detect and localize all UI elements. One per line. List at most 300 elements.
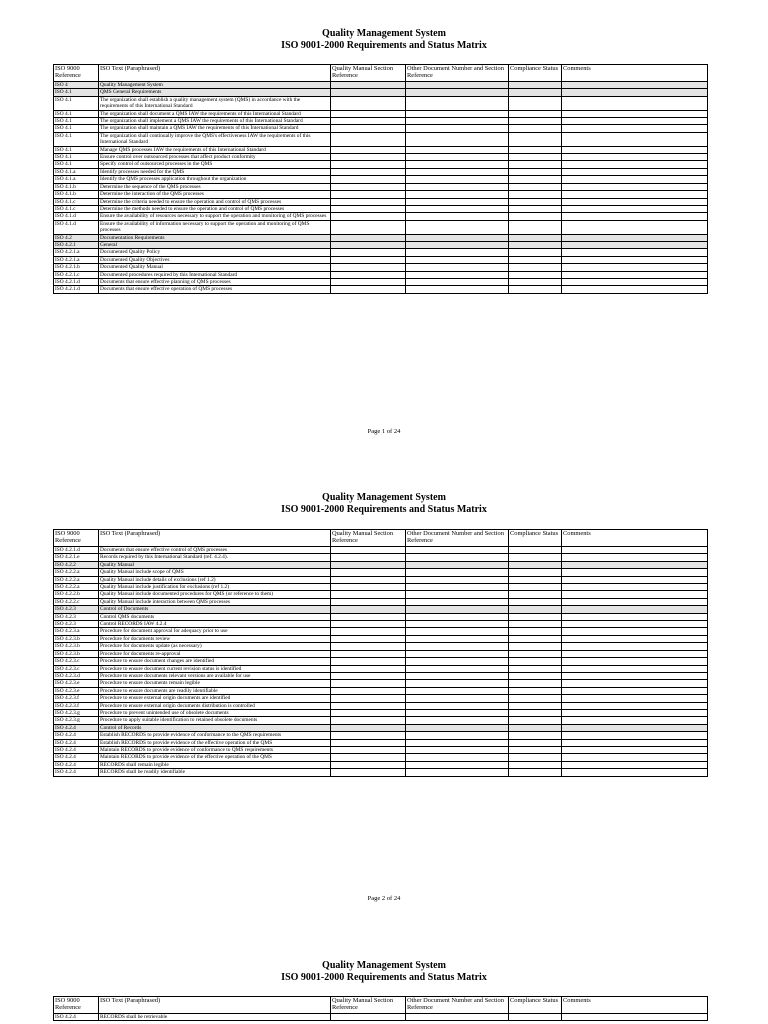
compliance-cell[interactable] [509,241,562,248]
comments-cell[interactable] [562,213,708,220]
ref-cell: ISO 4.2.1 [54,241,99,248]
compliance-cell[interactable] [509,220,562,234]
compliance-cell[interactable] [509,213,562,220]
comments-cell[interactable] [562,665,708,672]
ref-cell: ISO 4.1 [54,118,99,125]
ref-cell: ISO 4.1.b [54,183,99,190]
manual-ref-cell[interactable] [331,643,406,650]
compliance-cell[interactable] [509,606,562,613]
comments-cell[interactable] [562,234,708,241]
other-doc-cell[interactable] [406,154,509,161]
compliance-cell[interactable] [509,554,562,561]
page-number-2: Page 2 of 24 [367,895,401,902]
other-doc-cell[interactable] [406,249,509,256]
header-compliance: Compliance Status [509,65,562,82]
compliance-cell[interactable] [509,621,562,628]
compliance-cell[interactable] [509,746,562,753]
other-doc-cell[interactable] [406,672,509,679]
manual-ref-cell[interactable] [331,264,406,271]
comments-cell[interactable] [562,695,708,702]
ref-cell: ISO 4.2.3.b [54,635,99,642]
compliance-cell[interactable] [509,271,562,278]
comments-cell[interactable] [562,89,708,96]
comments-cell[interactable] [562,118,708,125]
iso-text-cell: RECORDS shall be readily identifiable [99,769,331,776]
table-row [54,154,708,161]
manual-ref-cell[interactable] [331,198,406,205]
comments-cell[interactable] [562,650,708,657]
other-doc-cell[interactable] [406,561,509,568]
manual-ref-cell[interactable] [331,584,406,591]
comments-cell[interactable] [562,96,708,110]
other-doc-cell[interactable] [406,613,509,620]
table-row [54,132,708,146]
compliance-cell[interactable] [509,132,562,146]
ref-cell: ISO 4.2.2.a [54,576,99,583]
manual-ref-cell[interactable] [331,183,406,190]
compliance-cell[interactable] [509,695,562,702]
manual-ref-cell[interactable] [331,665,406,672]
header-manual-ref: Quality Manual Section Reference [331,530,406,547]
compliance-cell[interactable] [509,658,562,665]
other-doc-cell[interactable] [406,658,509,665]
manual-ref-cell[interactable] [331,732,406,739]
compliance-cell[interactable] [509,739,562,746]
other-doc-cell[interactable] [406,702,509,709]
comments-cell[interactable] [562,606,708,613]
other-doc-cell[interactable] [406,769,509,776]
compliance-cell[interactable] [509,183,562,190]
table-row [54,256,708,263]
compliance-cell[interactable] [509,125,562,132]
other-doc-cell[interactable] [406,584,509,591]
manual-ref-cell[interactable] [331,724,406,731]
table-row [54,198,708,205]
manual-ref-cell[interactable] [331,132,406,146]
comments-cell[interactable] [562,613,708,620]
doc-title-1: Quality Management System [322,492,446,503]
comments-cell[interactable] [562,739,708,746]
manual-ref-cell[interactable] [331,234,406,241]
comments-cell[interactable] [562,198,708,205]
comments-cell[interactable] [562,286,708,293]
compliance-cell[interactable] [509,234,562,241]
other-doc-cell[interactable] [406,132,509,146]
other-doc-cell[interactable] [406,717,509,724]
other-doc-cell[interactable] [406,286,509,293]
iso-text-cell: Procedure to ensure document changes are identified [99,658,331,665]
table-row [54,96,708,110]
other-doc-cell[interactable] [406,1014,509,1021]
manual-ref-cell[interactable] [331,168,406,175]
ref-cell: ISO 4.2.2 [54,561,99,568]
ref-cell: ISO 4.1 [54,96,99,110]
manual-ref-cell[interactable] [331,220,406,234]
header-comments: Comments [562,997,708,1014]
manual-ref-cell[interactable] [331,591,406,598]
compliance-cell[interactable] [509,176,562,183]
other-doc-cell[interactable] [406,89,509,96]
manual-ref-cell[interactable] [331,746,406,753]
other-doc-cell[interactable] [406,665,509,672]
manual-ref-cell[interactable] [331,213,406,220]
header-row [54,530,708,547]
compliance-cell[interactable] [509,278,562,285]
comments-cell[interactable] [562,687,708,694]
compliance-cell[interactable] [509,613,562,620]
other-doc-cell[interactable] [406,96,509,110]
ref-cell: ISO 4.2.4 [54,724,99,731]
ref-cell: ISO 4.2.3.c [54,658,99,665]
compliance-cell[interactable] [509,168,562,175]
compliance-cell[interactable] [509,702,562,709]
other-doc-cell[interactable] [406,754,509,761]
comments-cell[interactable] [562,621,708,628]
iso-text-cell: Control RECORDS IAW 4.2.4 [99,621,331,628]
header-iso-text: ISO Text (Paraphrased) [99,997,331,1014]
header-iso-text: ISO Text (Paraphrased) [99,65,331,82]
other-doc-cell[interactable] [406,709,509,716]
table-row [54,220,708,234]
table-row [54,271,708,278]
ref-cell: ISO 4.1.d [54,213,99,220]
ref-cell: ISO 4.2.3 [54,606,99,613]
comments-cell[interactable] [562,672,708,679]
ref-cell: ISO 4.2.3 [54,613,99,620]
comments-cell[interactable] [562,146,708,153]
manual-ref-cell[interactable] [331,672,406,679]
table-row [54,695,708,702]
manual-ref-cell[interactable] [331,154,406,161]
compliance-cell[interactable] [509,191,562,198]
iso-text-cell: Manage QMS processes IAW the requirements of this International Standard [99,146,331,153]
comments-cell[interactable] [562,598,708,605]
header-ref: ISO 9000 Reference [54,65,99,82]
manual-ref-cell[interactable] [331,680,406,687]
other-doc-cell[interactable] [406,635,509,642]
comments-cell[interactable] [562,547,708,554]
manual-ref-cell[interactable] [331,256,406,263]
compliance-cell[interactable] [509,628,562,635]
manual-ref-cell[interactable] [331,761,406,768]
compliance-cell[interactable] [509,687,562,694]
comments-cell[interactable] [562,154,708,161]
table-row [54,89,708,96]
table-row [54,746,708,753]
compliance-cell[interactable] [509,709,562,716]
ref-cell: ISO 4.1 [54,146,99,153]
other-doc-cell[interactable] [406,761,509,768]
manual-ref-cell[interactable] [331,695,406,702]
comments-cell[interactable] [562,709,708,716]
compliance-cell[interactable] [509,264,562,271]
comments-cell[interactable] [562,168,708,175]
comments-cell[interactable] [562,264,708,271]
other-doc-cell[interactable] [406,724,509,731]
manual-ref-cell[interactable] [331,554,406,561]
other-doc-cell[interactable] [406,606,509,613]
manual-ref-cell[interactable] [331,628,406,635]
ref-cell: ISO 4.1 [54,154,99,161]
comments-cell[interactable] [562,125,708,132]
iso-text-cell: Procedure for documents re-approval [99,650,331,657]
manual-ref-cell[interactable] [331,569,406,576]
other-doc-cell[interactable] [406,576,509,583]
doc-title-2: ISO 9001-2000 Requirements and Status Matrix [281,504,487,515]
other-doc-cell[interactable] [406,680,509,687]
manual-ref-cell[interactable] [331,613,406,620]
compliance-cell[interactable] [509,754,562,761]
table-row [54,569,708,576]
table-row [54,286,708,293]
compliance-cell[interactable] [509,680,562,687]
other-doc-cell[interactable] [406,732,509,739]
manual-ref-cell[interactable] [331,286,406,293]
manual-ref-cell[interactable] [331,709,406,716]
compliance-cell[interactable] [509,569,562,576]
comments-cell[interactable] [562,249,708,256]
manual-ref-cell[interactable] [331,118,406,125]
compliance-cell[interactable] [509,561,562,568]
comments-cell[interactable] [562,754,708,761]
other-doc-cell[interactable] [406,146,509,153]
manual-ref-cell[interactable] [331,717,406,724]
manual-ref-cell[interactable] [331,606,406,613]
other-doc-cell[interactable] [406,695,509,702]
comments-cell[interactable] [562,635,708,642]
compliance-cell[interactable] [509,761,562,768]
ref-cell: ISO 4.2.3.b [54,650,99,657]
other-doc-cell[interactable] [406,118,509,125]
compliance-cell[interactable] [509,1014,562,1021]
compliance-cell[interactable] [509,732,562,739]
iso-text-cell: Documentation Requirements [99,234,331,241]
comments-cell[interactable] [562,256,708,263]
compliance-cell[interactable] [509,598,562,605]
iso-text-cell: RECORDS shall be retrievable [99,1014,331,1021]
other-doc-cell[interactable] [406,241,509,248]
other-doc-cell[interactable] [406,271,509,278]
manual-ref-cell[interactable] [331,146,406,153]
ref-cell: ISO 4.2.3.d [54,672,99,679]
comments-cell[interactable] [562,110,708,117]
compliance-cell[interactable] [509,154,562,161]
compliance-cell[interactable] [509,584,562,591]
compliance-cell[interactable] [509,118,562,125]
other-doc-cell[interactable] [406,628,509,635]
iso-text-cell: Procedure to ensure documents are readily identifiable [99,687,331,694]
compliance-cell[interactable] [509,672,562,679]
table-row [54,110,708,117]
compliance-cell[interactable] [509,82,562,89]
manual-ref-cell[interactable] [331,96,406,110]
other-doc-cell[interactable] [406,264,509,271]
other-doc-cell[interactable] [406,110,509,117]
comments-cell[interactable] [562,205,708,212]
table-row [54,82,708,89]
comments-cell[interactable] [562,717,708,724]
compliance-cell[interactable] [509,110,562,117]
doc-title-2: ISO 9001-2000 Requirements and Status Matrix [281,972,487,983]
table-row [54,1014,708,1021]
table-row [54,680,708,687]
compliance-cell[interactable] [509,547,562,554]
other-doc-cell[interactable] [406,256,509,263]
other-doc-cell[interactable] [406,643,509,650]
compliance-cell[interactable] [509,205,562,212]
compliance-cell[interactable] [509,769,562,776]
table-row [54,191,708,198]
comments-cell[interactable] [562,769,708,776]
comments-cell[interactable] [562,183,708,190]
comments-cell[interactable] [562,724,708,731]
ref-cell: ISO 4.2.4 [54,746,99,753]
iso-text-cell: Quality Manual [99,561,331,568]
compliance-cell[interactable] [509,256,562,263]
comments-cell[interactable] [562,732,708,739]
manual-ref-cell[interactable] [331,176,406,183]
other-doc-cell[interactable] [406,82,509,89]
compliance-cell[interactable] [509,665,562,672]
other-doc-cell[interactable] [406,205,509,212]
other-doc-cell[interactable] [406,176,509,183]
other-doc-cell[interactable] [406,234,509,241]
comments-cell[interactable] [562,220,708,234]
comments-cell[interactable] [562,658,708,665]
compliance-cell[interactable] [509,286,562,293]
manual-ref-cell[interactable] [331,249,406,256]
manual-ref-cell[interactable] [331,621,406,628]
compliance-cell[interactable] [509,249,562,256]
manual-ref-cell[interactable] [331,754,406,761]
manual-ref-cell[interactable] [331,191,406,198]
comments-cell[interactable] [562,561,708,568]
other-doc-cell[interactable] [406,598,509,605]
manual-ref-cell[interactable] [331,635,406,642]
comments-cell[interactable] [562,746,708,753]
other-doc-cell[interactable] [406,739,509,746]
manual-ref-cell[interactable] [331,576,406,583]
comments-cell[interactable] [562,1014,708,1021]
comments-cell[interactable] [562,584,708,591]
manual-ref-cell[interactable] [331,702,406,709]
iso-text-cell: The organization shall establish a quality management system (QMS) in accordance with the requirements of this International Standard [99,96,331,110]
manual-ref-cell[interactable] [331,739,406,746]
compliance-cell[interactable] [509,724,562,731]
other-doc-cell[interactable] [406,650,509,657]
manual-ref-cell[interactable] [331,89,406,96]
iso-text-cell: Procedure to ensure documents relevant versions are available for use [99,672,331,679]
manual-ref-cell[interactable] [331,271,406,278]
other-doc-cell[interactable] [406,213,509,220]
iso-text-cell: Quality Manual include documented procedures for QMS (or reference to them) [99,591,331,598]
compliance-cell[interactable] [509,146,562,153]
compliance-cell[interactable] [509,576,562,583]
comments-cell[interactable] [562,191,708,198]
comments-cell[interactable] [562,680,708,687]
comments-cell[interactable] [562,569,708,576]
comments-cell[interactable] [562,554,708,561]
other-doc-cell[interactable] [406,569,509,576]
manual-ref-cell[interactable] [331,241,406,248]
other-doc-cell[interactable] [406,168,509,175]
other-doc-cell[interactable] [406,191,509,198]
manual-ref-cell[interactable] [331,205,406,212]
comments-cell[interactable] [562,132,708,146]
compliance-cell[interactable] [509,591,562,598]
requirements-table-page-1 [53,64,708,294]
compliance-cell[interactable] [509,96,562,110]
other-doc-cell[interactable] [406,591,509,598]
manual-ref-cell[interactable] [331,561,406,568]
other-doc-cell[interactable] [406,621,509,628]
ref-cell: ISO 4.1 [54,132,99,146]
comments-cell[interactable] [562,576,708,583]
manual-ref-cell[interactable] [331,687,406,694]
comments-cell[interactable] [562,591,708,598]
other-doc-cell[interactable] [406,125,509,132]
other-doc-cell[interactable] [406,687,509,694]
other-doc-cell[interactable] [406,183,509,190]
manual-ref-cell[interactable] [331,769,406,776]
comments-cell[interactable] [562,278,708,285]
other-doc-cell[interactable] [406,278,509,285]
manual-ref-cell[interactable] [331,598,406,605]
table-row [54,724,708,731]
table-row [54,125,708,132]
comments-cell[interactable] [562,702,708,709]
manual-ref-cell[interactable] [331,125,406,132]
iso-text-cell: Quality Manual include scope of QMS [99,569,331,576]
ref-cell: ISO 4.2.3 [54,621,99,628]
manual-ref-cell[interactable] [331,82,406,89]
other-doc-cell[interactable] [406,198,509,205]
other-doc-cell[interactable] [406,220,509,234]
manual-ref-cell[interactable] [331,1014,406,1021]
manual-ref-cell[interactable] [331,547,406,554]
comments-cell[interactable] [562,176,708,183]
iso-text-cell: Quality Management System [99,82,331,89]
iso-text-cell: Maintain RECORDS to provide evidence of conformance to QMS requirements [99,746,331,753]
compliance-cell[interactable] [509,89,562,96]
table-row [54,561,708,568]
other-doc-cell[interactable] [406,554,509,561]
comments-cell[interactable] [562,643,708,650]
manual-ref-cell[interactable] [331,278,406,285]
comments-cell[interactable] [562,161,708,168]
comments-cell[interactable] [562,761,708,768]
compliance-cell[interactable] [509,643,562,650]
manual-ref-cell[interactable] [331,110,406,117]
comments-cell[interactable] [562,82,708,89]
manual-ref-cell[interactable] [331,161,406,168]
compliance-cell[interactable] [509,635,562,642]
comments-cell[interactable] [562,271,708,278]
iso-text-cell: Control of Records [99,724,331,731]
compliance-cell[interactable] [509,650,562,657]
manual-ref-cell[interactable] [331,650,406,657]
comments-cell[interactable] [562,628,708,635]
iso-text-cell: Establish RECORDS to provide evidence of the effective operation of the QMS [99,739,331,746]
comments-cell[interactable] [562,241,708,248]
other-doc-cell[interactable] [406,161,509,168]
compliance-cell[interactable] [509,161,562,168]
compliance-cell[interactable] [509,198,562,205]
manual-ref-cell[interactable] [331,658,406,665]
other-doc-cell[interactable] [406,547,509,554]
other-doc-cell[interactable] [406,746,509,753]
compliance-cell[interactable] [509,717,562,724]
